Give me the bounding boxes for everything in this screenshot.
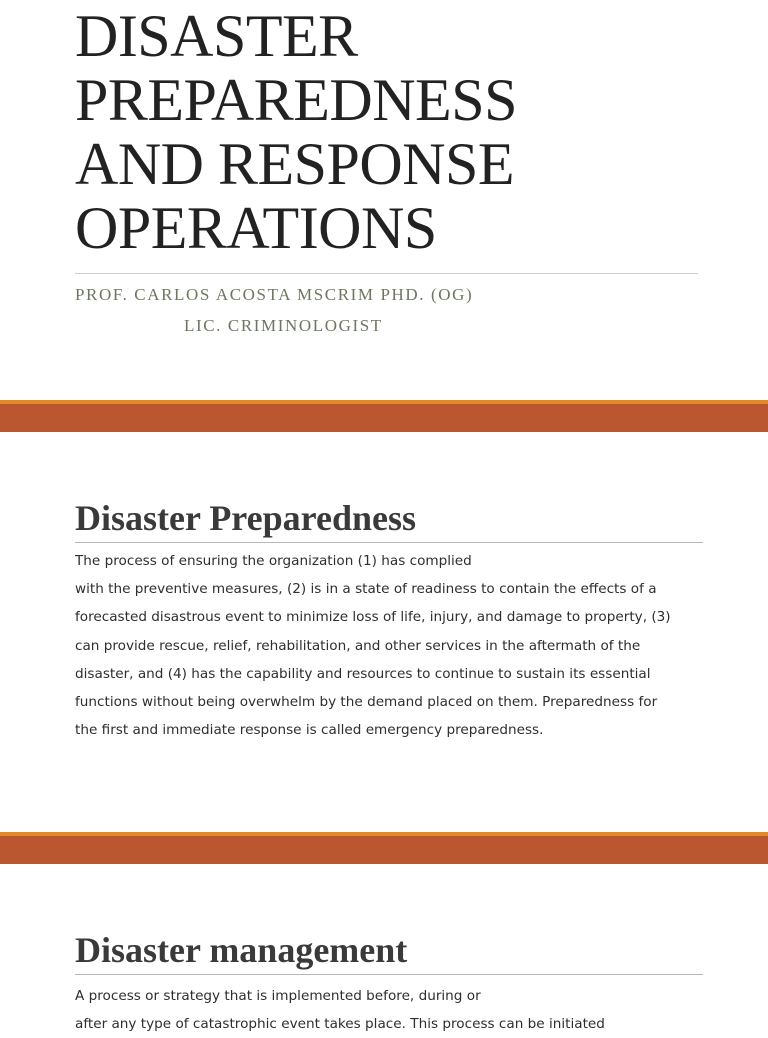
title-line: PREPAREDNESS [75, 67, 517, 133]
presentation-title [75, 4, 715, 260]
slide-separator [0, 400, 768, 432]
body-line: the first and immediate response is called emergency preparedness. [75, 722, 544, 739]
heading-divider [75, 974, 703, 975]
content-slide-management [0, 864, 768, 1033]
body-line: functions without being overwhelm by the demand placed on them. Preparedness for [75, 694, 658, 711]
slide-heading: Disaster management [75, 930, 408, 970]
title-line: AND RESPONSE [75, 131, 515, 197]
slide-heading: Disaster Preparedness [75, 498, 416, 538]
author-name: PROF. CARLOS ACOSTA MSCRIM PHD. (OG) [75, 285, 474, 304]
slide-body [75, 547, 675, 744]
slide-body [75, 982, 675, 1038]
body-line: after any type of catastrophic event takes place. This process can be initiated [75, 1016, 605, 1033]
author-title: LIC. CRIMINOLOGIST [184, 316, 383, 335]
content-slide-preparedness [0, 432, 768, 832]
title-divider [75, 273, 698, 274]
title-line: OPERATIONS [75, 195, 437, 261]
body-line: The process of ensuring the organization (1) has complied [75, 553, 472, 569]
body-line: disaster, and (4) has the capability and resources to continue to sustain its essential [75, 665, 651, 682]
heading-divider [75, 542, 703, 543]
body-line: with the preventive measures, (2) is in a state of readiness to contain the effects of a [75, 581, 657, 598]
body-line: forecasted disastrous event to minimize loss of life, injury, and damage to property, (3) [75, 609, 671, 626]
body-line: A process or strategy that is implemented before, during or [75, 988, 481, 1004]
slide-separator [0, 832, 768, 864]
title-slide [0, 0, 768, 400]
title-line: DISASTER [75, 3, 358, 69]
body-line: can provide rescue, relief, rehabilitation, and other services in the aftermath of the [75, 637, 641, 654]
